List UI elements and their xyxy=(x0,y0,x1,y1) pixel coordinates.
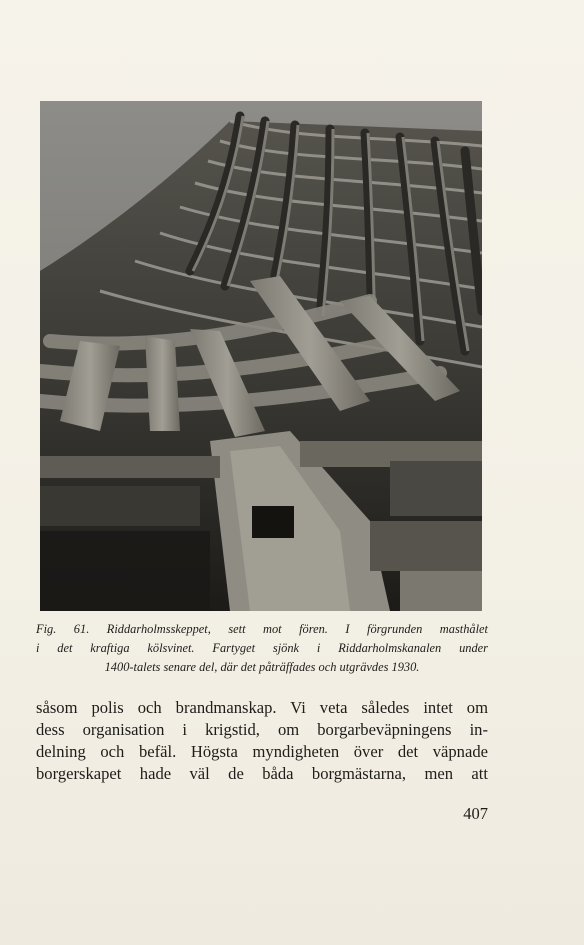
caption-line: Fig. 61. Riddarholmsskeppet, sett mot fören. I förgrunden masthålet xyxy=(36,622,488,636)
body-line: borgerskapet hade väl de båda borgmästarna, men att xyxy=(36,764,488,783)
body-paragraph xyxy=(36,697,488,785)
page-number: 407 xyxy=(463,804,488,823)
figure-caption xyxy=(36,620,488,677)
body-line: dess organisation i krigstid, om borgarbeväpningens in- xyxy=(36,720,488,739)
body-line: såsom polis och brandmanskap. Vi veta således intet om xyxy=(36,698,488,717)
shipwreck-photograph xyxy=(40,101,482,611)
body-line: delning och befäl. Högsta myndigheten över det väpnade xyxy=(36,742,488,761)
caption-line: i det kraftiga kölsvinet. Fartyget sjönk i Riddarholmskanalen under xyxy=(36,641,488,655)
caption-line: 1400-talets senare del, där det påträffades och utgrävdes 1930. xyxy=(104,660,420,674)
